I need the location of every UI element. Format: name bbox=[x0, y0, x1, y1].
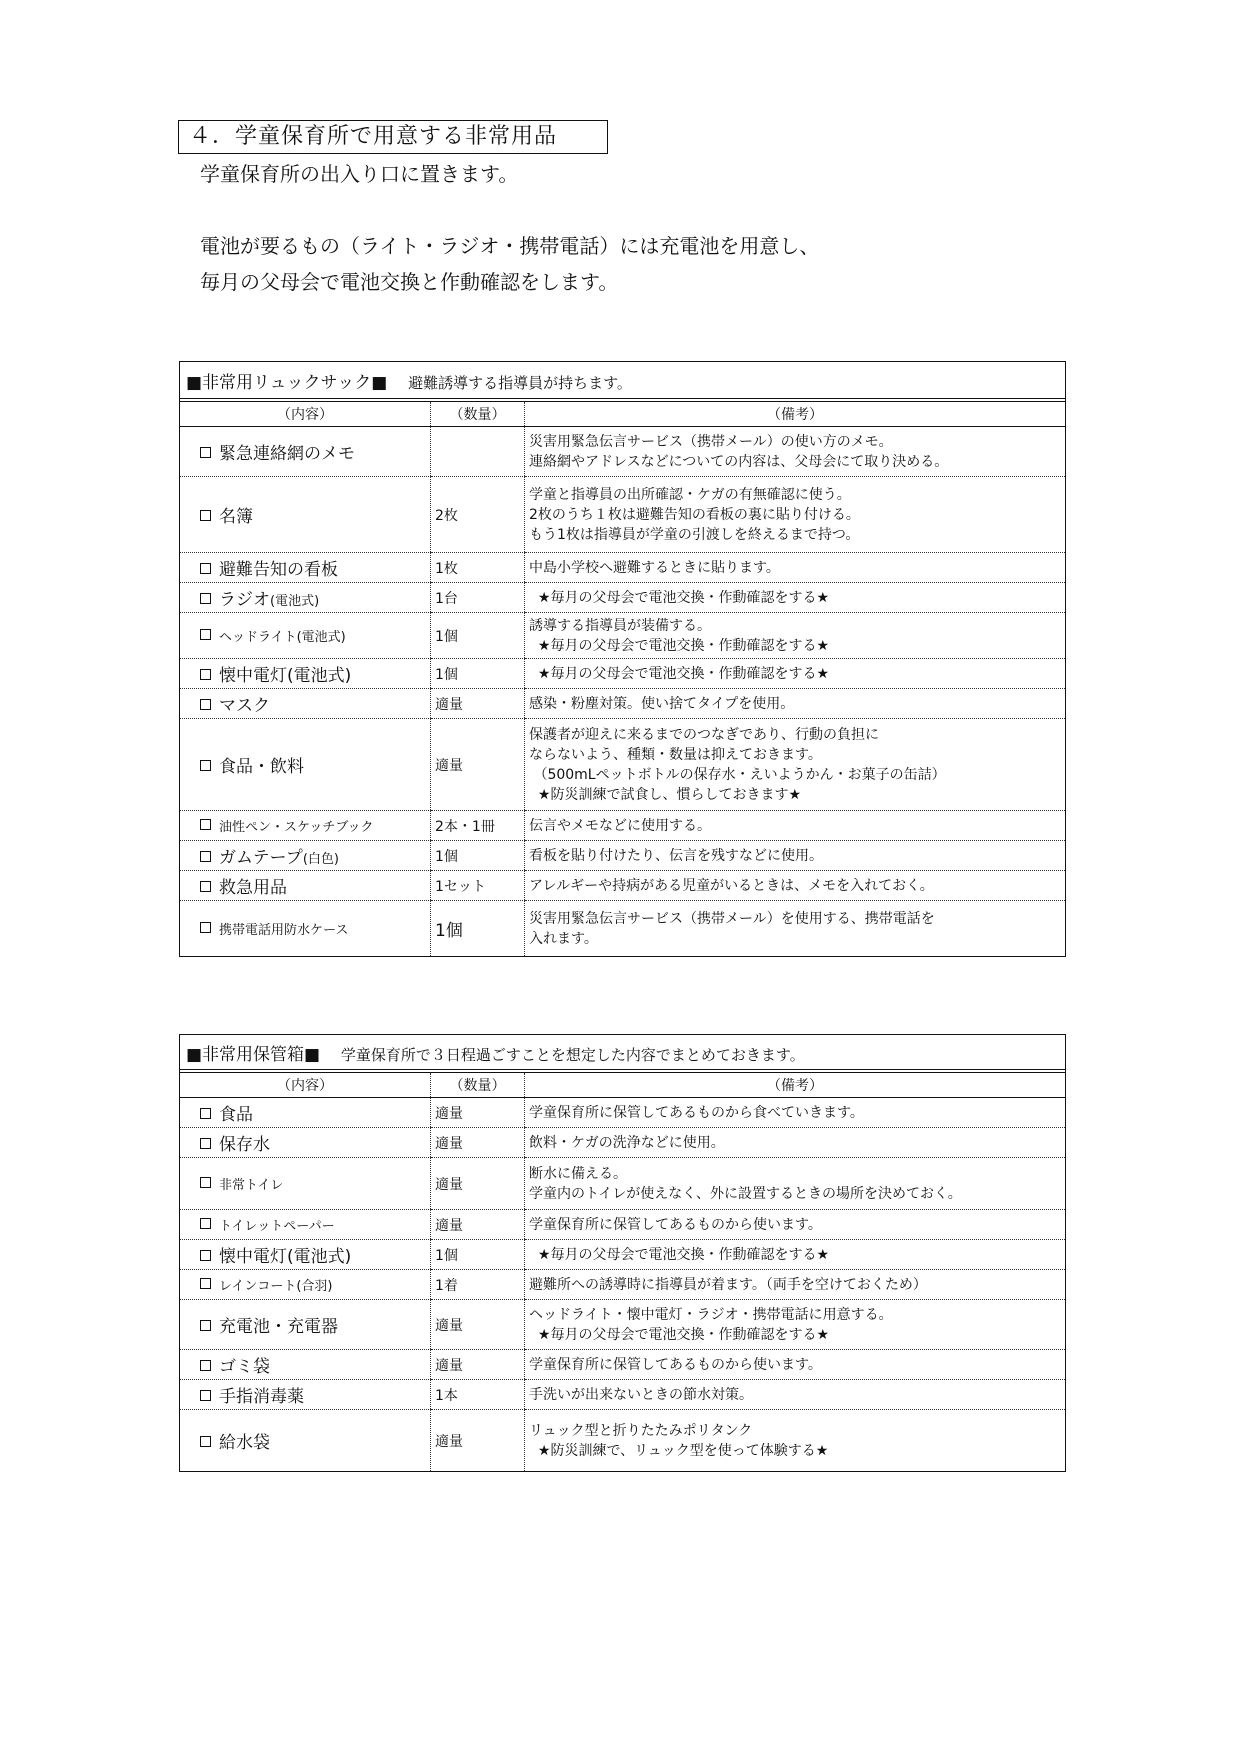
item-name: マスク bbox=[219, 696, 270, 716]
table-row bbox=[180, 659, 1066, 689]
item-name: 手指消毒薬 bbox=[219, 1387, 304, 1407]
item-qty: 1個 bbox=[431, 901, 525, 957]
item-name-cell bbox=[180, 1380, 431, 1410]
checkbox-icon[interactable] bbox=[200, 1436, 211, 1447]
table-row bbox=[180, 1350, 1066, 1380]
item-name-sub: 油性ペン・スケッチブック bbox=[219, 819, 374, 835]
checkbox-icon[interactable] bbox=[200, 1250, 211, 1261]
item-note: 学童保育所に保管してあるものから使います。 bbox=[525, 1350, 1066, 1380]
item-name-cell bbox=[180, 613, 431, 659]
section-heading: ４．学童保育所で用意する非常用品 bbox=[178, 120, 608, 154]
item-name: 食品 bbox=[219, 1105, 253, 1125]
item-qty: 適量 bbox=[431, 1210, 525, 1240]
item-name: 食品・飲料 bbox=[219, 757, 304, 777]
item-qty: 適量 bbox=[431, 1300, 525, 1350]
item-note: 手洗いが出来ないときの節水対策。 bbox=[525, 1380, 1066, 1410]
item-note: 学童保育所に保管してあるものから使います。 bbox=[525, 1210, 1066, 1240]
item-qty: 適量 bbox=[431, 1410, 525, 1472]
item-qty: 2本・1冊 bbox=[431, 811, 525, 841]
item-name: 救急用品 bbox=[219, 878, 287, 898]
item-qty: 1本 bbox=[431, 1380, 525, 1410]
table-row bbox=[180, 689, 1066, 719]
storage-title: ■非常用保管箱■ bbox=[186, 1044, 321, 1065]
checkbox-icon[interactable] bbox=[200, 629, 211, 640]
item-qty: 1個 bbox=[431, 841, 525, 871]
intro-line-1: 学童保育所の出入り口に置きます。 bbox=[200, 162, 519, 186]
item-name-cell bbox=[180, 1410, 431, 1472]
storage-table bbox=[179, 1034, 1066, 1472]
checkbox-icon[interactable] bbox=[200, 819, 211, 830]
item-name-cell bbox=[180, 659, 431, 689]
item-name-sub: 非常トイレ bbox=[219, 1177, 284, 1193]
item-name-cell bbox=[180, 553, 431, 583]
item-note: アレルギーや持病がある児童がいるときは、メモを入れておく。 bbox=[525, 871, 1066, 901]
item-name: ラジオ bbox=[219, 590, 270, 610]
item-note: 避難所への誘導時に指導員が着ます。（両手を空けておくため） bbox=[525, 1270, 1066, 1300]
item-note: 学童保育所に保管してあるものから食べていきます。 bbox=[525, 1098, 1066, 1128]
table-row bbox=[180, 427, 1066, 477]
backpack-header-qty: （数量） bbox=[431, 402, 525, 427]
item-note: 学童と指導員の出所確認・ケガの有無確認に使う。 2枚のうち１枚は避難告知の看板の裏に貼り付ける。 もう1枚は指導員が学童の引渡しを終えるまで持つ。 bbox=[525, 477, 1066, 553]
storage-header-content: （内容） bbox=[180, 1073, 431, 1098]
item-note: 保護者が迎えに来るまでのつなぎであり、行動の負担に ならないよう、種類・数量は抑えておきます。 （500mLペットボトルの保存水・えいようかん・お菓子の缶詰） ★防災訓練で試食し、慣らしておきます★ bbox=[525, 719, 1066, 811]
item-name-cell bbox=[180, 477, 431, 553]
checkbox-icon[interactable] bbox=[200, 1320, 211, 1331]
item-name-sub: レインコート(合羽) bbox=[219, 1278, 333, 1294]
checkbox-icon[interactable] bbox=[200, 1360, 211, 1371]
item-name-cell bbox=[180, 811, 431, 841]
backpack-subtitle: 避難誘導する指導員が持ちます。 bbox=[408, 373, 632, 392]
table-row bbox=[180, 719, 1066, 811]
checkbox-icon[interactable] bbox=[200, 1390, 211, 1401]
item-note: リュック型と折りたたみポリタンク ★防災訓練で、リュック型を使って体験する★ bbox=[525, 1410, 1066, 1472]
table-row bbox=[180, 811, 1066, 841]
item-qty: 1台 bbox=[431, 583, 525, 613]
backpack-title-cell bbox=[180, 362, 1066, 399]
item-qty: 適量 bbox=[431, 1098, 525, 1128]
storage-header-qty: （数量） bbox=[431, 1073, 525, 1098]
intro-line-3: 毎月の父母会で電池交換と作動確認をします。 bbox=[200, 270, 619, 294]
table-row bbox=[180, 1128, 1066, 1158]
item-name-cell bbox=[180, 689, 431, 719]
item-name-cell bbox=[180, 1300, 431, 1350]
item-name: 名簿 bbox=[219, 507, 253, 527]
intro-line-2: 電池が要るもの（ライト・ラジオ・携帯電話）には充電池を用意し、 bbox=[200, 234, 820, 258]
item-qty: 1個 bbox=[431, 613, 525, 659]
item-note: ★毎月の父母会で電池交換・作動確認をする★ bbox=[525, 583, 1066, 613]
item-name-cell bbox=[180, 719, 431, 811]
table-row bbox=[180, 1270, 1066, 1300]
item-name: 避難告知の看板 bbox=[219, 560, 338, 580]
checkbox-icon[interactable] bbox=[200, 1218, 211, 1229]
checkbox-icon[interactable] bbox=[200, 1108, 211, 1119]
storage-header-notes: （備考） bbox=[525, 1073, 1066, 1098]
item-name-sub: ヘッドライト(電池式) bbox=[219, 629, 346, 645]
backpack-header-notes: （備考） bbox=[525, 402, 1066, 427]
table-row bbox=[180, 613, 1066, 659]
table-row bbox=[180, 901, 1066, 957]
item-name-sub: (電池式) bbox=[270, 594, 320, 609]
item-note: 飲料・ケガの洗浄などに使用。 bbox=[525, 1128, 1066, 1158]
checkbox-icon[interactable] bbox=[200, 760, 211, 771]
table-row bbox=[180, 477, 1066, 553]
item-qty: 1個 bbox=[431, 1240, 525, 1270]
checkbox-icon[interactable] bbox=[200, 1278, 211, 1289]
item-qty: 2枚 bbox=[431, 477, 525, 553]
item-qty: 1枚 bbox=[431, 553, 525, 583]
item-note: 感染・粉塵対策。使い捨てタイプを使用。 bbox=[525, 689, 1066, 719]
checkbox-icon[interactable] bbox=[200, 593, 211, 604]
item-name-cell bbox=[180, 871, 431, 901]
item-name-cell bbox=[180, 1098, 431, 1128]
table-row bbox=[180, 1300, 1066, 1350]
item-note: ★毎月の父母会で電池交換・作動確認をする★ bbox=[525, 1240, 1066, 1270]
item-qty: 適量 bbox=[431, 689, 525, 719]
item-qty: 1個 bbox=[431, 659, 525, 689]
item-note: 看板を貼り付けたり、伝言を残すなどに使用。 bbox=[525, 841, 1066, 871]
table-row bbox=[180, 583, 1066, 613]
checkbox-icon[interactable] bbox=[200, 699, 211, 710]
item-note: 断水に備える。 学童内のトイレが使えなく、外に設置するときの場所を決めておく。 bbox=[525, 1158, 1066, 1210]
item-qty bbox=[431, 427, 525, 477]
table-row bbox=[180, 871, 1066, 901]
item-note: 中島小学校へ避難するときに貼ります。 bbox=[525, 553, 1066, 583]
item-qty: 適量 bbox=[431, 719, 525, 811]
item-qty: 1セット bbox=[431, 871, 525, 901]
table-row bbox=[180, 1210, 1066, 1240]
checkbox-icon[interactable] bbox=[200, 563, 211, 574]
item-name-cell bbox=[180, 427, 431, 477]
checkbox-icon[interactable] bbox=[200, 922, 211, 933]
checkbox-icon[interactable] bbox=[200, 1177, 211, 1188]
checkbox-icon[interactable] bbox=[200, 669, 211, 680]
storage-title-cell bbox=[180, 1035, 1066, 1070]
storage-subtitle: 学童保育所で３日程過ごすことを想定した内容でまとめておきます。 bbox=[340, 1045, 805, 1064]
item-name-sub: トイレットペーパー bbox=[219, 1218, 335, 1234]
item-note: ヘッドライト・懐中電灯・ラジオ・携帯電話に用意する。 ★毎月の父母会で電池交換・作動確認をする★ bbox=[525, 1300, 1066, 1350]
item-qty: 適量 bbox=[431, 1128, 525, 1158]
item-name-cell bbox=[180, 841, 431, 871]
checkbox-icon[interactable] bbox=[200, 851, 211, 862]
item-qty: 適量 bbox=[431, 1350, 525, 1380]
item-qty: 適量 bbox=[431, 1158, 525, 1210]
item-name-cell bbox=[180, 1350, 431, 1380]
item-name-cell bbox=[180, 1240, 431, 1270]
item-name-cell bbox=[180, 1210, 431, 1240]
item-name: 緊急連絡網のメモ bbox=[219, 444, 355, 464]
item-name: ゴミ袋 bbox=[219, 1357, 270, 1377]
item-name-cell bbox=[180, 583, 431, 613]
item-qty: 1着 bbox=[431, 1270, 525, 1300]
backpack-header-content: （内容） bbox=[180, 402, 431, 427]
item-name: 懐中電灯(電池式) bbox=[219, 1247, 352, 1267]
item-note: 誘導する指導員が装備する。 ★毎月の父母会で電池交換・作動確認をする★ bbox=[525, 613, 1066, 659]
table-row bbox=[180, 553, 1066, 583]
checkbox-icon[interactable] bbox=[200, 510, 211, 521]
item-name: 充電池・充電器 bbox=[219, 1317, 338, 1337]
item-note: 伝言やメモなどに使用する。 bbox=[525, 811, 1066, 841]
item-name: 給水袋 bbox=[219, 1433, 270, 1453]
checkbox-icon[interactable] bbox=[200, 1138, 211, 1149]
backpack-title: ■非常用リュックサック■ bbox=[186, 372, 388, 393]
item-note: 災害用緊急伝言サービス（携帯メール）を使用する、携帯電話を 入れます。 bbox=[525, 901, 1066, 957]
item-name-cell bbox=[180, 1158, 431, 1210]
checkbox-icon[interactable] bbox=[200, 881, 211, 892]
item-name-cell bbox=[180, 1128, 431, 1158]
item-note: 災害用緊急伝言サービス（携帯メール）の使い方のメモ。 連絡網やアドレスなどについての内容は、父母会にて取り決める。 bbox=[525, 427, 1066, 477]
item-name: 保存水 bbox=[219, 1135, 270, 1155]
checkbox-icon[interactable] bbox=[200, 447, 211, 458]
table-row bbox=[180, 1240, 1066, 1270]
item-name-cell bbox=[180, 1270, 431, 1300]
item-name: ガムテープ bbox=[219, 848, 303, 868]
item-name-sub: 携帯電話用防水ケース bbox=[219, 922, 349, 938]
item-name: 懐中電灯(電池式) bbox=[219, 666, 352, 686]
item-name-cell bbox=[180, 901, 431, 957]
table-row bbox=[180, 1098, 1066, 1128]
table-row bbox=[180, 1410, 1066, 1472]
table-row bbox=[180, 841, 1066, 871]
item-name-sub: (白色) bbox=[302, 852, 339, 867]
backpack-table bbox=[179, 361, 1066, 957]
table-row bbox=[180, 1380, 1066, 1410]
table-row bbox=[180, 1158, 1066, 1210]
item-note: ★毎月の父母会で電池交換・作動確認をする★ bbox=[525, 659, 1066, 689]
